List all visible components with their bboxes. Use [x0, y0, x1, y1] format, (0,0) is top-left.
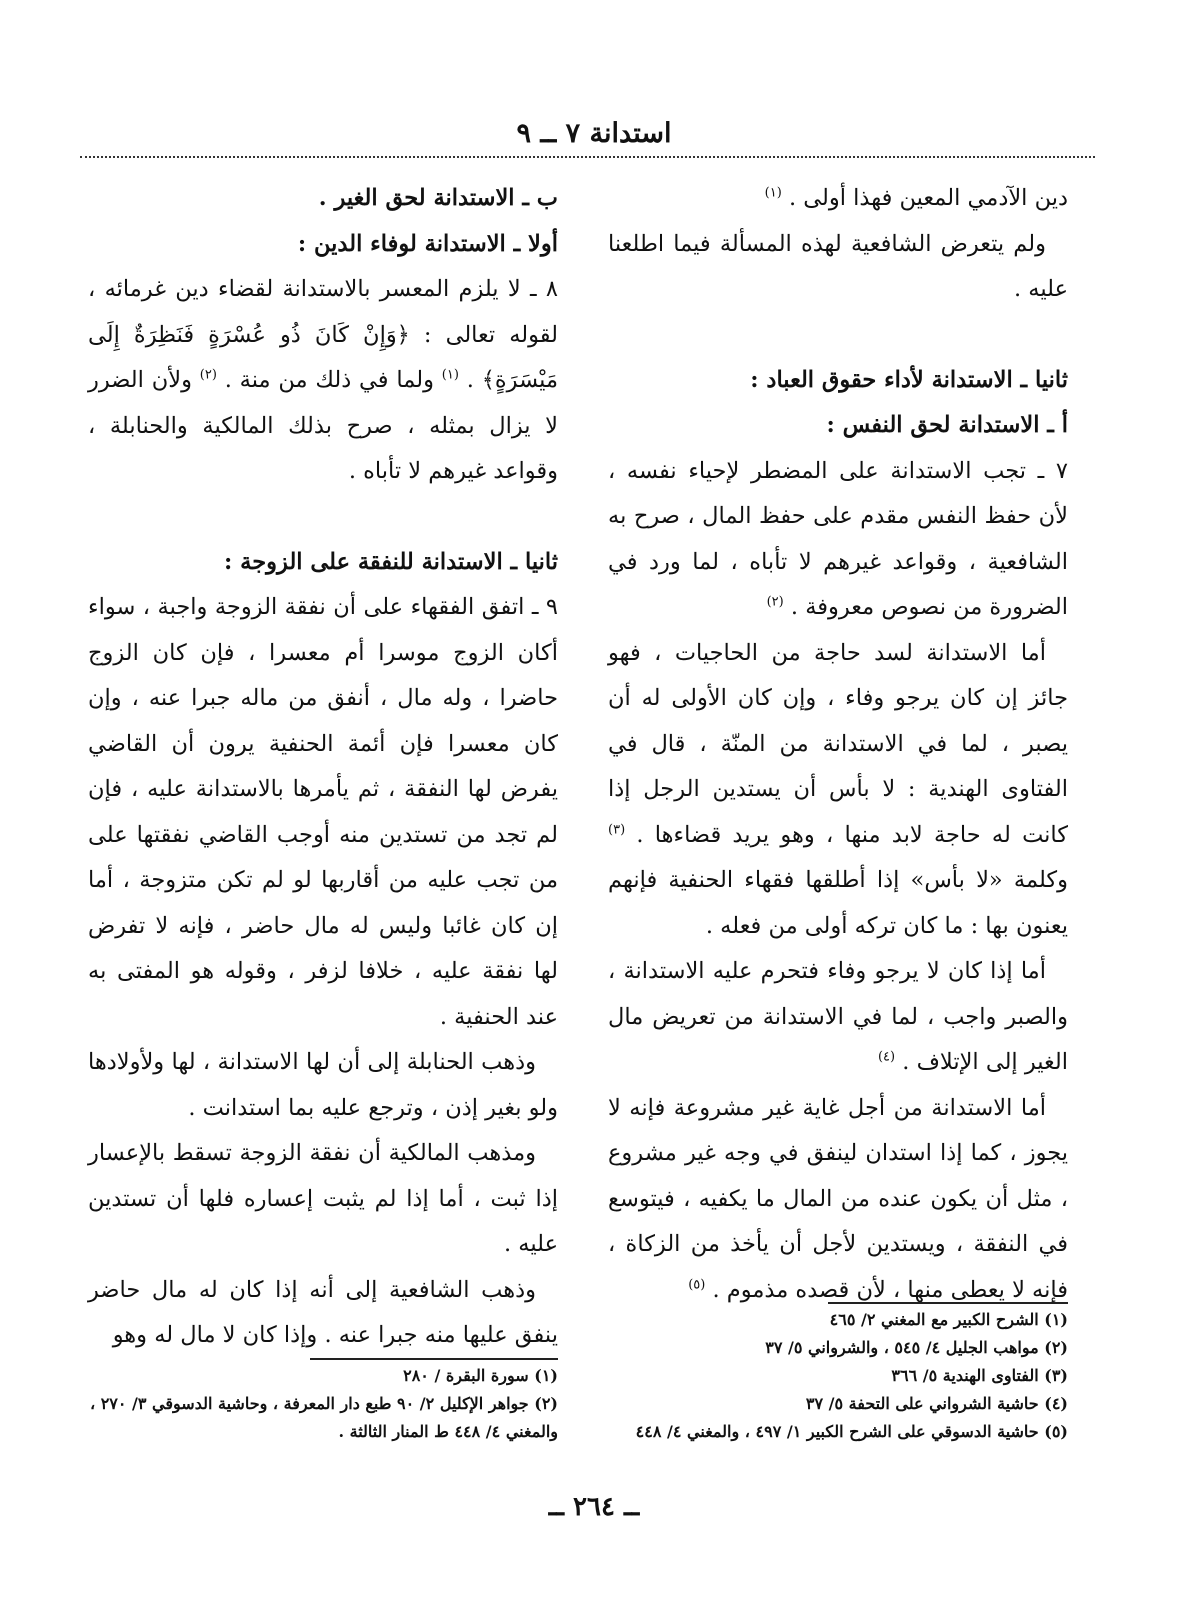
right-column: [608, 176, 1068, 1313]
paragraph: دين الآدمي المعين فهذا أولى . $^{(١)}$: [764, 185, 1068, 211]
paragraph: ٧ ـ تجب الاستدانة على المضطر لإحياء نفسه ، لأن حفظ النفس مقدم على حفظ المال ، صرح به الشافعية ، وقواعد غيرهم لا تأباه ، لما ورد في الضرورة من نصوص معروفة . $^{(٢)}$: [608, 457, 1068, 620]
header-dotted-rule: [80, 156, 1095, 158]
paragraph: أما إذا كان لا يرجو وفاء فتحرم عليه الاستدانة ، والصبر واجب ، لما في الاستدانة من تعريض مال الغير إلى الإتلاف . $^{(٤)}$: [608, 958, 1068, 1075]
footnote: (٤) حاشية الشرواني على التحفة ٥/ ٣٧: [805, 1394, 1068, 1413]
page-header: استدانة ٧ ــ ٩: [516, 118, 672, 149]
section-heading: أولا ـ الاستدانة لوفاء الدين :: [297, 230, 558, 257]
footnote: (٥) حاشية الدسوقي على الشرح الكبير ١/ ٤٩٧ ، والمغني ٤/ ٤٤٨: [635, 1422, 1068, 1441]
footnote-rule: [310, 1358, 558, 1360]
spacer: [88, 495, 558, 540]
paragraph: وذهب الشافعية إلى أنه إذا كان له مال حاضر ينفق عليها منه جبرا عنه . وإذا كان لا مال له وهو: [88, 1276, 558, 1348]
footnote: (٢) مواهب الجليل ٤/ ٥٤٥ ، والشرواني ٥/ ٣٧: [765, 1338, 1068, 1357]
paragraph: ٨ ـ لا يلزم المعسر بالاستدانة لقضاء دين غرمائه ، لقوله تعالى : ﴿وَإِنْ كَانَ ذُو عُسْرَةٍ فَنَظِرَةٌ إِلَى مَيْسَرَةٍ﴾ . $^{(١)}$ ولما في ذلك من منة . $^{(٢)}$ ولأن الضرر لا يزال بمثله ، صرح بذلك المالكية والحنابلة ، وقواعد غيرهم لا تأباه .: [88, 276, 558, 484]
footnote: (٢) جواهر الإكليل ٢/ ٩٠ طبع دار المعرفة ، وحاشية الدسوقي ٣/ ٢٧٠ ، والمغني ٤/ ٤٤٨ ط المنار الثالثة .: [89, 1394, 558, 1441]
left-column: [88, 176, 558, 1359]
subsection-heading: ب ـ الاستدانة لحق الغير .: [318, 185, 558, 211]
section-heading: ثانيا ـ الاستدانة لأداء حقوق العباد :: [750, 366, 1068, 393]
paragraph: ومذهب المالكية أن نفقة الزوجة تسقط بالإعسار إذا ثبت ، أما إذا لم يثبت إعساره فلها أن تستدين عليه .: [88, 1140, 558, 1257]
paragraph: ٩ ـ اتفق الفقهاء على أن نفقة الزوجة واجبة ، سواء أكان الزوج موسرا أم معسرا ، فإن كان الزوج حاضرا ، وله مال ، أنفق من ماله جبرا عنه ، وإن كان معسرا فإن أئمة الحنفية يرون أن القاضي يفرض لها النفقة ، ثم يأمرها بالاستدانة عليه ، فإن لم تجد من تستدين منه أوجب القاضي نفقتها على من تجب عليه من أقاربها لو لم تكن متزوجة ، أما إن كان غائبا وليس له مال حاضر ، فإنه لا تفرض لها نفقة عليه ، خلافا لزفر ، وقوله هو المفتى به عند الحنفية .: [88, 594, 558, 1030]
paragraph: أما الاستدانة لسد حاجة من الحاجيات ، فهو جائز إن كان يرجو وفاء ، وإن كان الأولى له أن يصبر ، لما في الاستدانة من المنّة ، قال في الفتاوى الهندية : لا بأس أن يستدين الرجل إذا كانت له حاجة لابد منها ، وهو يريد قضاءها . $^{(٣)}$ وكلمة «لا بأس» إذا أطلقها فقهاء الحنفية فإنهم يعنون بها : ما كان تركه أولى من فعله .: [608, 639, 1068, 939]
page-number: ــ ٢٦٤ ــ: [548, 1492, 640, 1522]
footnote: (١) الشرح الكبير مع المغني ٢/ ٤٦٥: [829, 1310, 1068, 1329]
section-heading: ثانيا ـ الاستدانة للنفقة على الزوجة :: [224, 548, 558, 575]
paragraph: ولم يتعرض الشافعية لهذه المسألة فيما اطلعنا عليه .: [608, 230, 1068, 302]
left-footnotes: [88, 1362, 558, 1446]
footnote: (١) سورة البقرة / ٢٨٠: [403, 1366, 558, 1385]
paragraph: أما الاستدانة من أجل غاية غير مشروعة فإنه لا يجوز ، كما إذا استدان لينفق في وجه غير مشروع ، مثل أن يكون عنده من المال ما يكفيه ، فيتوسع في النفقة ، ويستدين لأجل أن يأخذ من الزكاة ، فإنه لا يعطى منها ، لأن قصده مذموم . $^{(٥)}$: [608, 1094, 1068, 1303]
subsection-heading: أ ـ الاستدانة لحق النفس :: [826, 412, 1068, 438]
right-footnotes: [608, 1306, 1068, 1446]
footnote-rule: [828, 1302, 1068, 1304]
footnote: (٣) الفتاوى الهندية ٥/ ٣٦٦: [891, 1366, 1068, 1385]
spacer: [608, 313, 1068, 358]
paragraph: وذهب الحنابلة إلى أن لها الاستدانة ، لها ولأولادها ولو بغير إذن ، وترجع عليه بما استدانت .: [88, 1049, 558, 1121]
